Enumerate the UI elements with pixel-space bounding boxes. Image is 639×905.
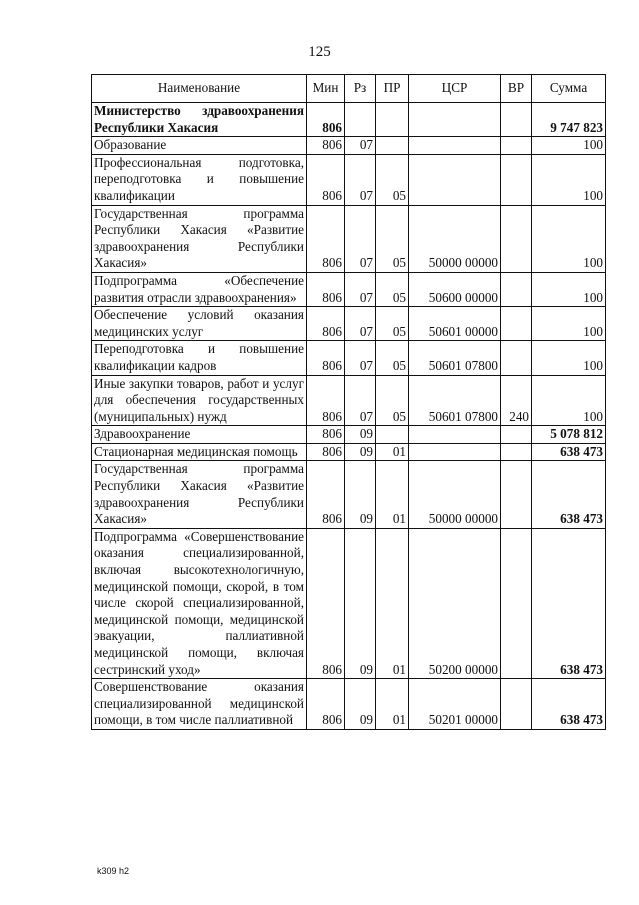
cell-min: 806 xyxy=(307,272,345,306)
cell-sum: 638 473 xyxy=(532,443,606,461)
cell-vr xyxy=(501,103,532,137)
cell-min: 806 xyxy=(307,103,345,137)
cell-rz: 09 xyxy=(345,443,376,461)
cell-vr xyxy=(501,426,532,444)
header-min: Мин xyxy=(307,75,345,103)
cell-csr: 50601 07800 xyxy=(409,341,501,375)
cell-csr: 50600 00000 xyxy=(409,272,501,306)
table-row xyxy=(92,307,606,341)
cell-vr xyxy=(501,528,532,678)
cell-sum: 100 xyxy=(532,272,606,306)
table-row xyxy=(92,154,606,205)
cell-rz: 07 xyxy=(345,154,376,205)
cell-name: Министерство здравоохранения Республики Хакасия xyxy=(92,103,307,137)
table-row xyxy=(92,461,606,528)
cell-vr xyxy=(501,307,532,341)
cell-vr xyxy=(501,272,532,306)
cell-name: Стационарная медицинская помощь xyxy=(92,443,307,461)
cell-sum: 100 xyxy=(532,341,606,375)
cell-pr: 01 xyxy=(376,679,409,730)
cell-pr xyxy=(376,103,409,137)
cell-sum: 5 078 812 xyxy=(532,426,606,444)
cell-rz: 09 xyxy=(345,426,376,444)
footer-code: k309 h2 xyxy=(97,866,130,876)
cell-pr: 01 xyxy=(376,461,409,528)
cell-vr xyxy=(501,154,532,205)
table-row xyxy=(92,375,606,426)
cell-sum: 638 473 xyxy=(532,461,606,528)
table-body xyxy=(92,103,606,730)
cell-pr: 05 xyxy=(376,205,409,272)
page-number: 125 xyxy=(308,44,331,60)
table-row xyxy=(92,426,606,444)
cell-pr: 05 xyxy=(376,341,409,375)
table-row xyxy=(92,341,606,375)
cell-name: Подпрограмма «Совершенствование оказания специализированной, включая высокотехнологичную, медицинской помощи, скорой, в том числе скорой специализированной, медицинской помощи, медицинской эвакуации, паллиативной медицинской помощи, включая сестринский уход» xyxy=(92,528,307,678)
cell-min: 806 xyxy=(307,375,345,426)
cell-sum: 100 xyxy=(532,375,606,426)
cell-sum: 100 xyxy=(532,205,606,272)
cell-csr: 50200 00000 xyxy=(409,528,501,678)
cell-rz: 07 xyxy=(345,137,376,155)
table-row xyxy=(92,272,606,306)
cell-vr xyxy=(501,205,532,272)
cell-rz: 09 xyxy=(345,679,376,730)
cell-min: 806 xyxy=(307,205,345,272)
budget-table xyxy=(91,74,606,730)
cell-name: Государственная программа Республики Хакасия «Развитие здравоохранения Республики Хакасия» xyxy=(92,461,307,528)
cell-min: 806 xyxy=(307,679,345,730)
table-row xyxy=(92,679,606,730)
cell-csr xyxy=(409,154,501,205)
cell-rz: 09 xyxy=(345,461,376,528)
cell-rz: 07 xyxy=(345,272,376,306)
header-csr: ЦСР xyxy=(409,75,501,103)
table-header-row xyxy=(92,75,606,103)
cell-csr xyxy=(409,443,501,461)
cell-min: 806 xyxy=(307,461,345,528)
table-row xyxy=(92,103,606,137)
cell-name: Профессиональная подготовка, переподготовка и повышение квалификации xyxy=(92,154,307,205)
cell-min: 806 xyxy=(307,426,345,444)
cell-rz: 07 xyxy=(345,375,376,426)
cell-pr: 05 xyxy=(376,154,409,205)
cell-pr xyxy=(376,137,409,155)
cell-csr: 50201 00000 xyxy=(409,679,501,730)
cell-pr: 05 xyxy=(376,307,409,341)
cell-csr: 50000 00000 xyxy=(409,461,501,528)
header-sum: Сумма xyxy=(532,75,606,103)
cell-sum: 638 473 xyxy=(532,679,606,730)
cell-min: 806 xyxy=(307,443,345,461)
table-row xyxy=(92,205,606,272)
cell-name: Образование xyxy=(92,137,307,155)
header-vr: ВР xyxy=(501,75,532,103)
cell-min: 806 xyxy=(307,528,345,678)
cell-pr: 01 xyxy=(376,443,409,461)
cell-vr xyxy=(501,341,532,375)
cell-name: Государственная программа Республики Хакасия «Развитие здравоохранения Республики Хакасия» xyxy=(92,205,307,272)
cell-min: 806 xyxy=(307,154,345,205)
cell-rz: 07 xyxy=(345,341,376,375)
cell-name: Иные закупки товаров, работ и услуг для обеспечения государственных (муниципальных) нужд xyxy=(92,375,307,426)
cell-rz: 07 xyxy=(345,307,376,341)
cell-rz xyxy=(345,103,376,137)
cell-name: Здравоохранение xyxy=(92,426,307,444)
cell-sum: 100 xyxy=(532,154,606,205)
cell-pr: 05 xyxy=(376,272,409,306)
table-row xyxy=(92,528,606,678)
cell-csr xyxy=(409,426,501,444)
cell-vr: 240 xyxy=(501,375,532,426)
header-rz: Рз xyxy=(345,75,376,103)
cell-csr: 50601 00000 xyxy=(409,307,501,341)
cell-csr xyxy=(409,137,501,155)
cell-vr xyxy=(501,679,532,730)
cell-sum: 100 xyxy=(532,137,606,155)
cell-rz: 07 xyxy=(345,205,376,272)
cell-min: 806 xyxy=(307,307,345,341)
cell-rz: 09 xyxy=(345,528,376,678)
cell-pr xyxy=(376,426,409,444)
header-pr: ПР xyxy=(376,75,409,103)
cell-pr: 01 xyxy=(376,528,409,678)
header-name: Наименование xyxy=(92,75,307,103)
cell-name: Обеспечение условий оказания медицинских услуг xyxy=(92,307,307,341)
cell-sum: 638 473 xyxy=(532,528,606,678)
cell-sum: 100 xyxy=(532,307,606,341)
cell-pr: 05 xyxy=(376,375,409,426)
cell-vr xyxy=(501,137,532,155)
table-row xyxy=(92,137,606,155)
cell-vr xyxy=(501,461,532,528)
table-row xyxy=(92,443,606,461)
cell-min: 806 xyxy=(307,341,345,375)
cell-name: Переподготовка и повышение квалификации кадров xyxy=(92,341,307,375)
cell-name: Совершенствование оказания специализированной медицинской помощи, в том числе паллиативной xyxy=(92,679,307,730)
cell-vr xyxy=(501,443,532,461)
cell-name: Подпрограмма «Обеспечение развития отрасли здравоохранения» xyxy=(92,272,307,306)
cell-min: 806 xyxy=(307,137,345,155)
cell-sum: 9 747 823 xyxy=(532,103,606,137)
cell-csr: 50000 00000 xyxy=(409,205,501,272)
cell-csr xyxy=(409,103,501,137)
cell-csr: 50601 07800 xyxy=(409,375,501,426)
